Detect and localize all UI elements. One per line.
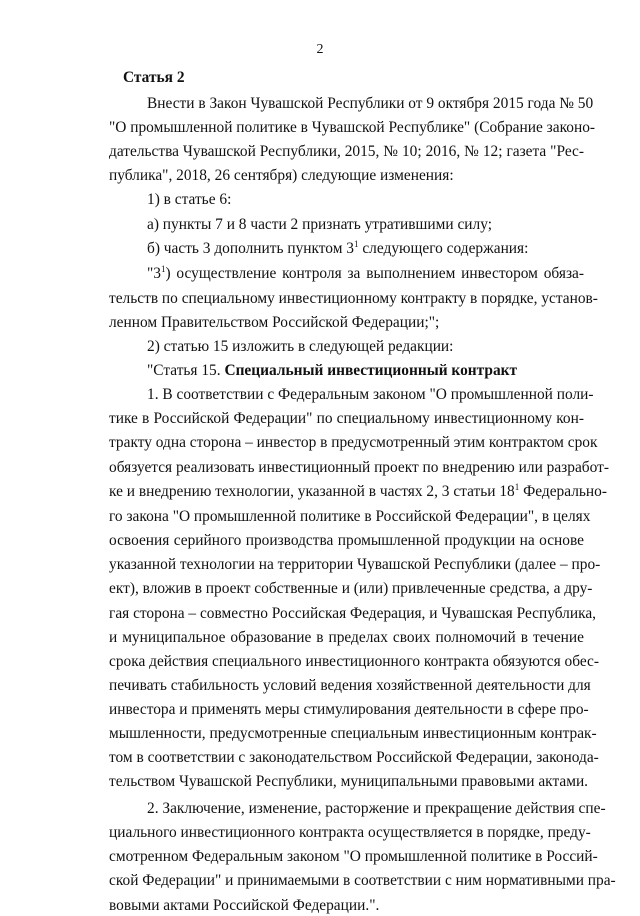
text-line: Внести в Закон Чувашской Республики от 9 октября 2015 года № 50 [147,95,594,112]
text-line: тике в Российской Федерации" по специальному инвестиционному кон- [109,410,584,427]
text-line: 1. В соответствии с Федеральным законом "О промышленной поли- [147,386,594,403]
text-line: "$3^1$) осуществление контроля за выполнением инвестором обяза- [147,264,584,282]
text-line: ленном Правительством Российской Федерации;"; [109,314,440,331]
text-line: б) часть 3 дополнить пунктом $3^1$ следующего содержания: [147,239,529,257]
text-line: "О промышленной политике в Чувашской Республике" (Собрание законо- [109,119,596,136]
text-line: а) пункты 7 и 8 части 2 признать утратившими силу; [147,216,492,233]
article-heading: Статья 2 [123,69,185,86]
text-line: ке и внедрению технологии, указанной в частях 2, 3 статьи $18^1$ Федерально- [109,482,607,500]
text-line: 1) в статье 6: [147,191,232,208]
text-line: го закона "О промышленной политике в Российской Федерации", в целях [109,508,591,525]
text-line: циального инвестиционного контракта осуществляется в порядке, преду- [109,824,591,841]
text-line: и муниципальное образование в пределах своих полномочий в течение [109,629,584,646]
text-line: смотренном Федеральным законом "О промышленной политике в Россий- [109,848,598,865]
text-line: "Статья 15. Специальный инвестиционный контракт [147,362,518,379]
text-line: ской Федерации" и принимаемыми в соответствии с ним нормативными пра- [109,872,616,889]
text-line: том в соответствии с законодательством Российской Федерации, законода- [109,749,599,766]
text-line: печивать стабильность условий ведения хозяйственной деятельности для [109,677,591,694]
text-line: гая сторона – совместно Российская Федерация, и Чувашская Республика, [109,605,597,622]
text-line: 2) статью 15 изложить в следующей редакции: [147,338,454,355]
text-line: обязуется реализовать инвестиционный проект по внедрению или разработ- [109,459,609,476]
text-line: указанной технологии на территории Чувашской Республики (далее – про- [109,556,601,573]
text-line: инвестора и применять меры стимулирования деятельности в сфере про- [109,701,589,718]
text-line: дательства Чувашской Республики, 2015, № 10; 2016, № 12; газета "Рес- [109,143,584,160]
text-line: ект), вложив в проект собственные и (или) привлеченные средства, а дру- [109,580,593,597]
text-line: тельством Чувашской Республики, муниципальными правовыми актами. [109,773,589,790]
text-line: срока действия специального инвестиционного контракта обязуются обес- [109,653,600,670]
text-line: тельств по специальному инвестиционному контракту в порядке, установ- [109,290,598,307]
text-line: мышленности, предусмотренные специальным инвестиционным контрак- [109,725,597,742]
text-line: освоения серийного производства промышленной продукции на основе [109,532,584,549]
text-line: публика", 2018, 26 сентября) следующие изменения: [109,167,454,184]
text-line: 2. Заключение, изменение, расторжение и прекращение действия спе- [147,800,606,817]
text-line: тракту одна сторона – инвестор в предусмотренный этим контрактом срок [109,434,598,451]
page-number: 2 [316,42,324,57]
text-line: вовыми актами Российской Федерации.". [109,897,380,914]
